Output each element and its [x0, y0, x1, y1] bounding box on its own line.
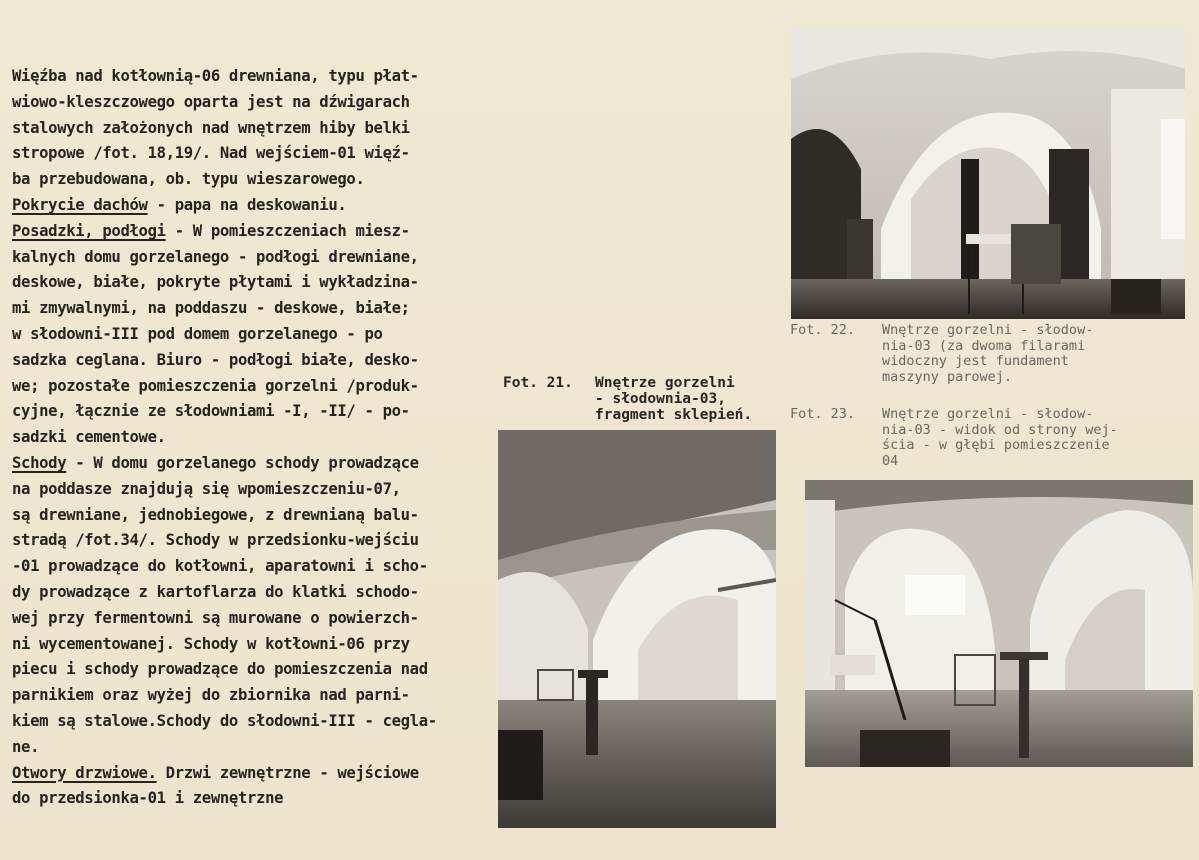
caption-number: Fot. 21.	[503, 375, 573, 391]
body-line	[12, 348, 498, 374]
caption-number: Fot. 23.	[790, 406, 856, 422]
body-line	[12, 554, 498, 580]
body-line-text: sadzki cementowe.	[12, 428, 166, 447]
body-line	[12, 786, 498, 812]
body-line	[12, 606, 498, 632]
caption-text: widoczny jest fundament	[882, 353, 1069, 369]
caption-line	[503, 391, 752, 407]
body-line-text: stalowych założonych nad wnętrzem hiby belki	[12, 118, 410, 137]
body-line-text: piecu i schody prowadzące do pomieszczenia nad	[12, 660, 428, 679]
caption-text: Wnętrze gorzelni - słodow-	[882, 406, 1094, 422]
body-line	[12, 374, 498, 400]
body-line	[12, 141, 498, 167]
caption-text: Wnętrze gorzelni	[595, 375, 735, 391]
body-text	[12, 64, 498, 812]
body-line-text: - W pomieszczeniach miesz-	[165, 221, 410, 240]
body-line	[12, 64, 498, 90]
body-line	[12, 528, 498, 554]
body-line	[12, 761, 498, 787]
caption-line	[790, 438, 1118, 454]
caption-text: fragment sklepień.	[595, 407, 753, 423]
caption-line	[503, 407, 752, 423]
body-line-text: kiem są stalowe.Schody do słodowni-III - cegla-	[12, 711, 437, 730]
caption-line	[503, 375, 752, 391]
caption-text: ścia - w głębi pomieszczenie	[882, 437, 1110, 453]
body-line-text: ni wycementowanej. Schody w kotłowni-06 przy	[12, 634, 410, 653]
body-line	[12, 451, 498, 477]
caption-text: - słodownia-03,	[595, 391, 726, 407]
body-line	[12, 425, 498, 451]
caption-number: Fot. 22.	[790, 322, 856, 338]
body-line	[12, 735, 498, 761]
body-line	[12, 477, 498, 503]
caption-text: 04	[882, 452, 899, 469]
body-line	[12, 90, 498, 116]
body-line	[12, 193, 498, 219]
caption-text: nia-03 - widok od strony wej-	[882, 421, 1118, 438]
body-line	[12, 270, 498, 296]
body-line	[12, 632, 498, 658]
body-line-text: ba przebudowana, ob. typu wieszarowego.	[12, 170, 365, 189]
body-line	[12, 709, 498, 735]
photo-fot-22	[791, 29, 1185, 319]
caption-fot-22	[790, 323, 1093, 385]
caption-line	[790, 339, 1093, 355]
body-line-text: - papa na deskowaniu.	[147, 195, 347, 214]
body-line-text: wiowo-kleszczowego oparta jest na dźwigarach	[12, 92, 410, 111]
section-heading: Posadzki, podłogi	[12, 221, 166, 240]
photo-fot-21	[498, 430, 776, 828]
body-line-text: deskowe, białe, pokryte płytami i wykładzina-	[12, 273, 419, 292]
caption-line	[790, 323, 1093, 339]
body-line	[12, 322, 498, 348]
caption-line	[790, 407, 1118, 423]
body-line-text: -01 prowadzące do kotłowni, aparatowni i scho-	[12, 557, 428, 576]
body-line	[12, 683, 498, 709]
body-line-text: na poddasze znajdują się wpomieszczeniu-07,	[12, 479, 401, 498]
caption-text: nia-03 (za dwoma filarami	[882, 337, 1086, 354]
body-line	[12, 399, 498, 425]
body-line	[12, 167, 498, 193]
body-line-text: mi zmywalnymi, na poddaszu - deskowe, białe;	[12, 299, 410, 318]
photo-fot-23	[805, 480, 1193, 767]
body-line-text: cyjne, łącznie ze słodowniami -I, -II/ - po-	[12, 402, 410, 421]
body-line-text: dy prowadzące z kartoflarza do klatki schodo-	[12, 582, 419, 601]
body-line	[12, 219, 498, 245]
body-line-text: w słodowni-III pod domem gorzelanego - po	[12, 324, 383, 343]
body-line-text: stropowe /fot. 18,19/. Nad wejściem-01 więź-	[12, 144, 410, 163]
body-line-text: ne.	[12, 737, 40, 756]
caption-text: Wnętrze gorzelni - słodow-	[882, 322, 1094, 338]
body-line-text: Drzwi zewnętrzne - wejściowe	[156, 763, 419, 782]
caption-line	[790, 454, 1118, 470]
body-line	[12, 116, 498, 142]
body-line	[12, 296, 498, 322]
body-line-text: parnikiem oraz wyżej do zbiornika nad parni-	[12, 686, 410, 705]
body-line	[12, 503, 498, 529]
body-line-text: - W domu gorzelanego schody prowadzące	[66, 453, 419, 472]
body-line	[12, 657, 498, 683]
body-line	[12, 580, 498, 606]
caption-line	[790, 354, 1093, 370]
body-line-text: do przedsionka-01 i zewnętrzne	[12, 789, 284, 808]
section-heading: Otwory drzwiowe.	[12, 763, 157, 782]
body-line-text: kalnych domu gorzelanego - podłogi drewniane,	[12, 247, 419, 266]
body-line-text: stradą /fot.34/. Schody w przedsionku-wejściu	[12, 531, 419, 550]
section-heading: Pokrycie dachów	[12, 195, 148, 214]
caption-text: maszyny parowej.	[882, 368, 1013, 385]
body-line-text: Więźba nad kotłownią-06 drewniana, typu płat-	[12, 67, 419, 85]
caption-fot-23	[790, 407, 1118, 469]
body-line	[12, 245, 498, 271]
caption-line	[790, 370, 1093, 386]
body-line-text: wej przy fermentowni są murowane o powierzch-	[12, 608, 419, 627]
body-line-text: we; pozostałe pomieszczenia gorzelni /produk-	[12, 376, 419, 395]
caption-fot-21	[503, 375, 752, 423]
caption-line	[790, 423, 1118, 439]
section-heading: Schody	[12, 453, 67, 472]
body-line-text: są drewniane, jednobiegowe, z drewnianą balu-	[12, 505, 419, 524]
body-line-text: sadzka ceglana. Biuro - podłogi białe, desko-	[12, 350, 419, 369]
